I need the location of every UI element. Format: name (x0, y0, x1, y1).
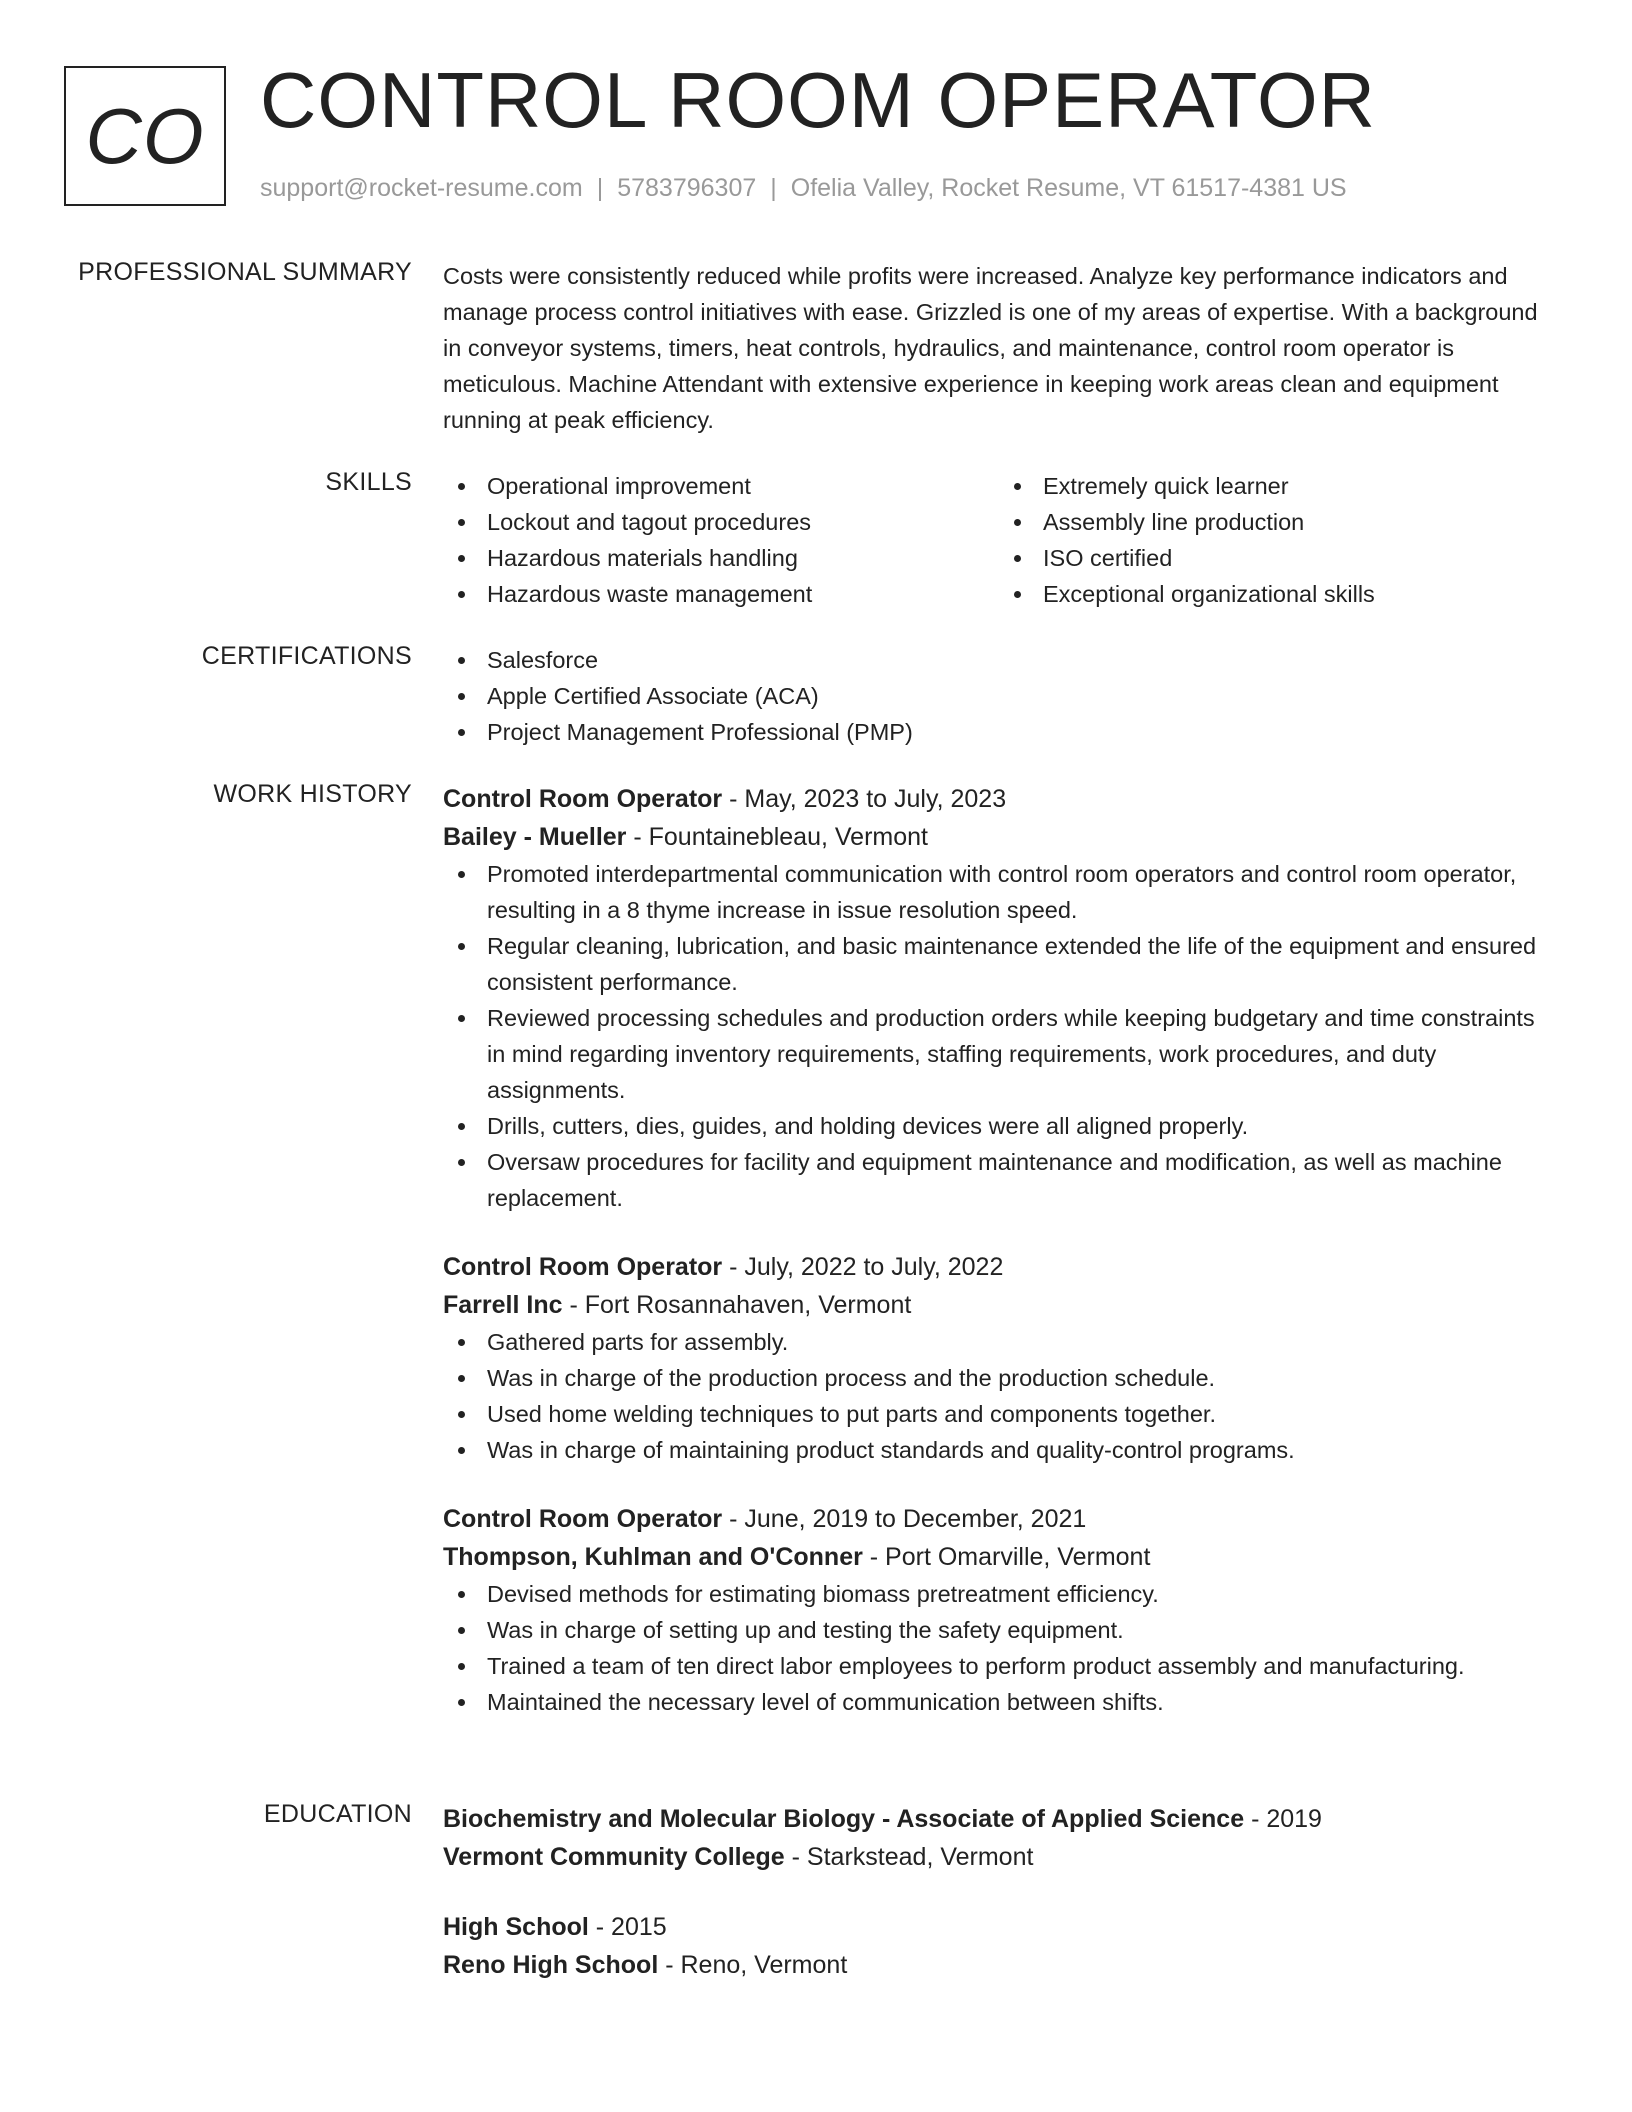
job-bullet: Regular cleaning, lubrication, and basic maintenance extended the life of the equipment and ensured consistent performance. (487, 928, 1555, 1000)
job-company: Farrell Inc (443, 1291, 563, 1319)
skill-item: Assembly line production (1043, 504, 1555, 540)
education-degree: Biochemistry and Molecular Biology - Associate of Applied Science (443, 1805, 1245, 1833)
job-bullet: Trained a team of ten direct labor employees to perform product assembly and manufacturing. (487, 1648, 1555, 1684)
section-label-skills: SKILLS (325, 468, 412, 496)
skill-item: Hazardous waste management (487, 576, 999, 612)
certification-item: Salesforce (487, 642, 1555, 678)
job-bullet: Oversaw procedures for facility and equipment maintenance and modification, as well as machine replacement. (487, 1144, 1555, 1216)
page-title: CONTROL ROOM OPERATOR (260, 56, 1376, 144)
job-bullet: Was in charge of the production process and the production schedule. (487, 1360, 1555, 1396)
summary-body (443, 258, 1555, 438)
job-bullet: Gathered parts for assembly. (487, 1324, 1555, 1360)
job-title-line (443, 1500, 1555, 1538)
work-history-body (443, 780, 1555, 1720)
education-degree-line (443, 1908, 1555, 1946)
certification-item: Project Management Professional (PMP) (487, 714, 1555, 750)
education-location: - Reno, Vermont (658, 1951, 848, 1979)
job-bullets (443, 1324, 1555, 1468)
skill-item: Operational improvement (487, 468, 999, 504)
education-location: - Starkstead, Vermont (784, 1843, 1034, 1871)
education-entry (443, 1800, 1555, 1876)
contact-address: Ofelia Valley, Rocket Resume, VT 61517-4381 US (790, 174, 1347, 202)
skills-list-right (999, 468, 1555, 612)
education-entry (443, 1908, 1555, 1984)
skill-item: Extremely quick learner (1043, 468, 1555, 504)
job-company: Bailey - Mueller (443, 823, 627, 851)
job-bullet: Drills, cutters, dies, guides, and holding devices were all aligned properly. (487, 1108, 1555, 1144)
job-title: Control Room Operator (443, 785, 723, 813)
job-entry (443, 1500, 1555, 1720)
job-dates: - May, 2023 to July, 2023 (722, 785, 1007, 813)
education-school: Reno High School (443, 1951, 659, 1979)
skill-item: Hazardous materials handling (487, 540, 999, 576)
job-title: Control Room Operator (443, 1505, 723, 1533)
education-degree: High School (443, 1913, 589, 1941)
education-school-line (443, 1838, 1555, 1876)
job-bullets (443, 856, 1555, 1216)
section-label-education: EDUCATION (263, 1800, 412, 1828)
certifications-body (443, 642, 1555, 750)
education-school-line (443, 1946, 1555, 1984)
job-entry (443, 780, 1555, 1216)
job-company-line (443, 1538, 1555, 1576)
job-dates: - July, 2022 to July, 2022 (722, 1253, 1004, 1281)
skill-item: Exceptional organizational skills (1043, 576, 1555, 612)
job-title-line (443, 780, 1555, 818)
education-school: Vermont Community College (443, 1843, 785, 1871)
skills-list-left (443, 468, 999, 612)
job-location: - Port Omarville, Vermont (862, 1543, 1151, 1571)
section-label-certifications: CERTIFICATIONS (201, 642, 412, 670)
contact-separator: | (596, 174, 604, 202)
job-title-line (443, 1248, 1555, 1286)
job-company-line (443, 1286, 1555, 1324)
education-year: - 2015 (588, 1913, 667, 1941)
summary-text: Costs were consistently reduced while profits were increased. Analyze key performance indicators and manage process control initiatives with ease. Grizzled is one of my areas of expertise. With a background in conveyor systems, timers, heat controls, hydraulics, and maintenance, control room operator is meticulous. Machine Attendant with extensive experience in keeping work areas clean and equipment running at peak efficiency. (443, 263, 1538, 433)
job-entry (443, 1248, 1555, 1468)
job-dates: - June, 2019 to December, 2021 (722, 1505, 1087, 1533)
job-bullet: Promoted interdepartmental communication with control room operators and control room operator, resulting in a 8 thyme increase in issue resolution speed. (487, 856, 1555, 928)
section-label-summary: PROFESSIONAL SUMMARY (78, 258, 412, 286)
job-location: - Fountainebleau, Vermont (626, 823, 928, 851)
section-label-work-history: WORK HISTORY (213, 780, 412, 808)
job-bullet: Used home welding techniques to put parts and components together. (487, 1396, 1555, 1432)
education-body (443, 1800, 1555, 1984)
education-degree-line (443, 1800, 1555, 1838)
contact-phone[interactable]: 5783796307 (617, 174, 757, 202)
skill-item: ISO certified (1043, 540, 1555, 576)
education-year: - 2019 (1244, 1805, 1322, 1833)
certification-item: Apple Certified Associate (ACA) (487, 678, 1555, 714)
job-company: Thompson, Kuhlman and O'Conner (443, 1543, 863, 1571)
job-company-line (443, 818, 1555, 856)
skill-item: Lockout and tagout procedures (487, 504, 999, 540)
job-bullet: Was in charge of setting up and testing the safety equipment. (487, 1612, 1555, 1648)
job-bullets (443, 1576, 1555, 1720)
contact-line (260, 174, 1347, 203)
certifications-list (443, 642, 1555, 750)
job-location: - Fort Rosannahaven, Vermont (562, 1291, 912, 1319)
contact-separator: | (770, 174, 777, 202)
job-bullet: Maintained the necessary level of communication between shifts. (487, 1684, 1555, 1720)
monogram-badge: CO (64, 66, 226, 206)
job-bullet: Reviewed processing schedules and production orders while keeping budgetary and time constraints in mind regarding inventory requirements, staffing requirements, work procedures, and duty assignments. (487, 1000, 1555, 1108)
skills-body (443, 468, 1555, 612)
contact-email[interactable]: support@rocket-resume.com (260, 174, 583, 202)
job-title: Control Room Operator (443, 1253, 723, 1281)
job-bullet: Was in charge of maintaining product standards and quality-control programs. (487, 1432, 1555, 1468)
job-bullet: Devised methods for estimating biomass pretreatment efficiency. (487, 1576, 1555, 1612)
